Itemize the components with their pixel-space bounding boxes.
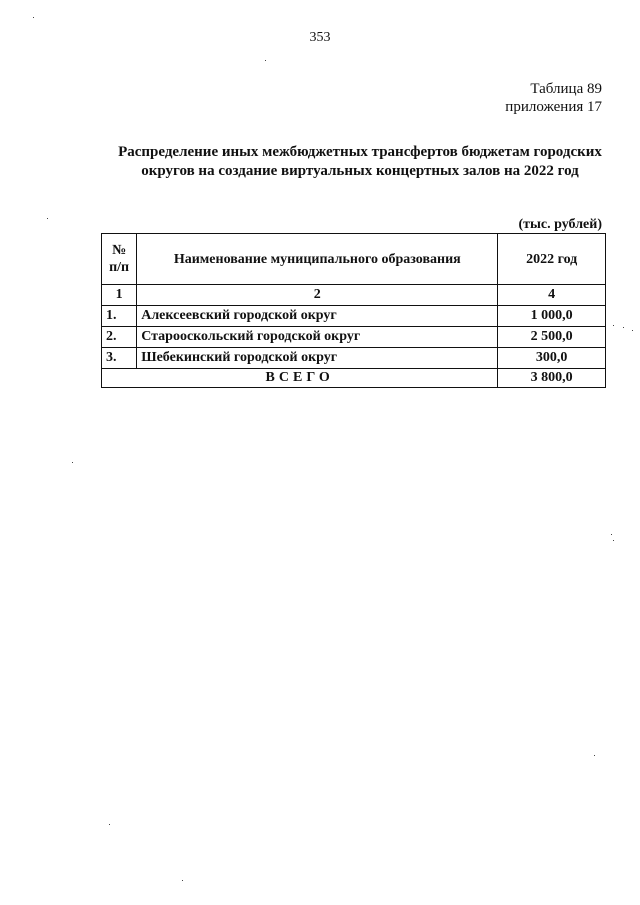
document-title-line-2: округов на создание виртуальных концертных залов на 2022 год — [141, 163, 579, 179]
scan-speck — [611, 534, 612, 535]
column-index: 1 — [102, 285, 137, 306]
total-value: 3 800,0 — [498, 369, 606, 388]
scan-speck — [613, 540, 614, 541]
row-number: 1. — [102, 306, 137, 327]
row-value: 1 000,0 — [498, 306, 606, 327]
scan-speck — [182, 880, 183, 881]
transfers-table — [101, 233, 606, 388]
header-municipality: Наименование муниципального образования — [137, 234, 498, 285]
total-label: ВСЕГО — [102, 369, 498, 388]
table-header-row — [102, 234, 606, 285]
units-label: (тыс. рублей) — [518, 217, 602, 232]
header-year: 2022 год — [498, 234, 606, 285]
table-row — [102, 327, 606, 348]
table-row — [102, 306, 606, 327]
scan-speck — [594, 755, 595, 756]
row-value: 300,0 — [498, 348, 606, 369]
row-number: 2. — [102, 327, 137, 348]
scan-speck — [47, 218, 48, 219]
document-title — [60, 143, 640, 181]
table-row — [102, 348, 606, 369]
scan-speck — [72, 462, 73, 463]
scan-speck — [109, 824, 110, 825]
scan-speck — [613, 325, 614, 326]
column-index: 4 — [498, 285, 606, 306]
page-number: 353 — [309, 30, 331, 45]
total-row — [102, 369, 606, 388]
scan-speck — [623, 327, 624, 328]
scan-speck — [632, 330, 633, 331]
appendix-reference: приложения 17 — [505, 99, 602, 115]
scan-speck — [265, 60, 266, 61]
column-index: 2 — [137, 285, 498, 306]
scan-speck — [33, 17, 34, 18]
municipality-name: Алексеевский городской округ — [137, 306, 498, 327]
column-index-row — [102, 285, 606, 306]
row-value: 2 500,0 — [498, 327, 606, 348]
row-number: 3. — [102, 348, 137, 369]
table-number: Таблица 89 — [530, 81, 602, 97]
header-number: № п/п — [102, 234, 137, 285]
municipality-name: Шебекинский городской округ — [137, 348, 498, 369]
table-reference — [505, 80, 602, 116]
document-title-line-1: Распределение иных межбюджетных трансфертов бюджетам городских — [118, 144, 602, 160]
municipality-name: Старооскольский городской округ — [137, 327, 498, 348]
